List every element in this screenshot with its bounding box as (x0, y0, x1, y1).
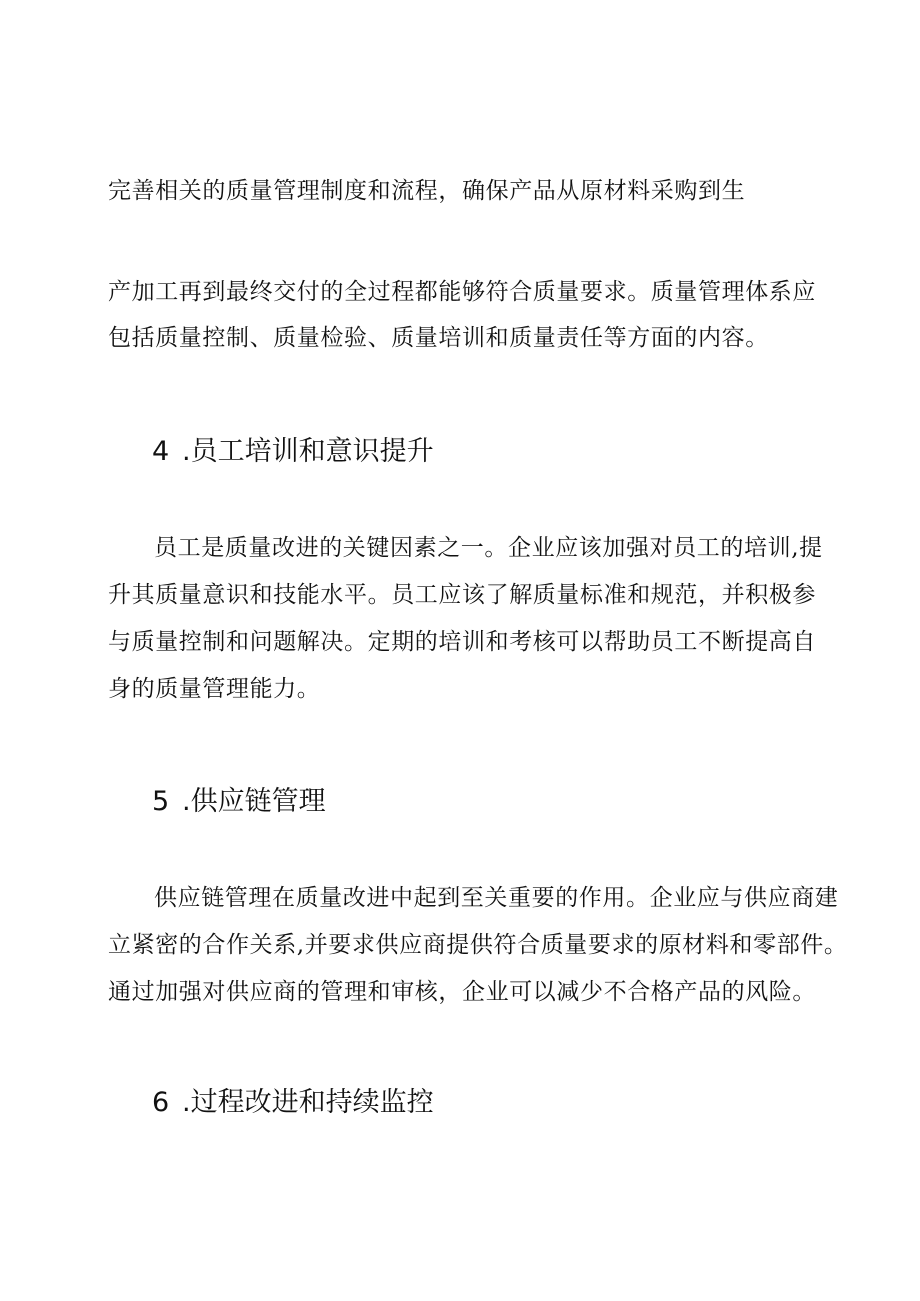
section-5-title: .供应链管理 (182, 786, 326, 817)
section-5-line-2: 立紧密的合作关系,并要求供应商提供符合质量要求的原材料和零部件。 (108, 932, 848, 958)
section-5-heading (152, 784, 326, 820)
section-4-line-3: 与质量控制和问题解决。定期的培训和考核可以帮助员工不断提高自 (108, 629, 816, 655)
section-6-title: .过程改进和持续监控 (182, 1087, 434, 1118)
intro-line-3: 包括质量控制、质量检验、质量培训和质量责任等方面的内容。 (108, 325, 769, 351)
section-5-line-1: 供应链管理在质量改进中起到至关重要的作用。企业应与供应商建 (154, 885, 839, 911)
section-4-number: 4 (152, 436, 170, 467)
section-4-title: .员工培训和意识提升 (182, 436, 434, 467)
section-5-number: 5 (152, 786, 170, 817)
section-6-number: 6 (152, 1087, 170, 1118)
section-4-line-4: 身的质量管理能力。 (108, 676, 321, 702)
intro-line-1: 完善相关的质量管理制度和流程，确保产品从原材料采购到生 (108, 178, 746, 204)
section-4-heading (152, 434, 434, 470)
section-5-line-3: 通过加强对供应商的管理和审核，企业可以减少不合格产品的风险。 (108, 979, 816, 1005)
section-6-heading (152, 1085, 434, 1121)
intro-line-2: 产加工再到最终交付的全过程都能够符合质量要求。质量管理体系应 (108, 279, 816, 305)
section-4-line-2: 升其质量意识和技能水平。员工应该了解质量标准和规范，并积极参 (108, 582, 816, 608)
section-4-line-1: 员工是质量改进的关键因素之一。企业应该加强对员工的培训,提 (154, 535, 823, 561)
